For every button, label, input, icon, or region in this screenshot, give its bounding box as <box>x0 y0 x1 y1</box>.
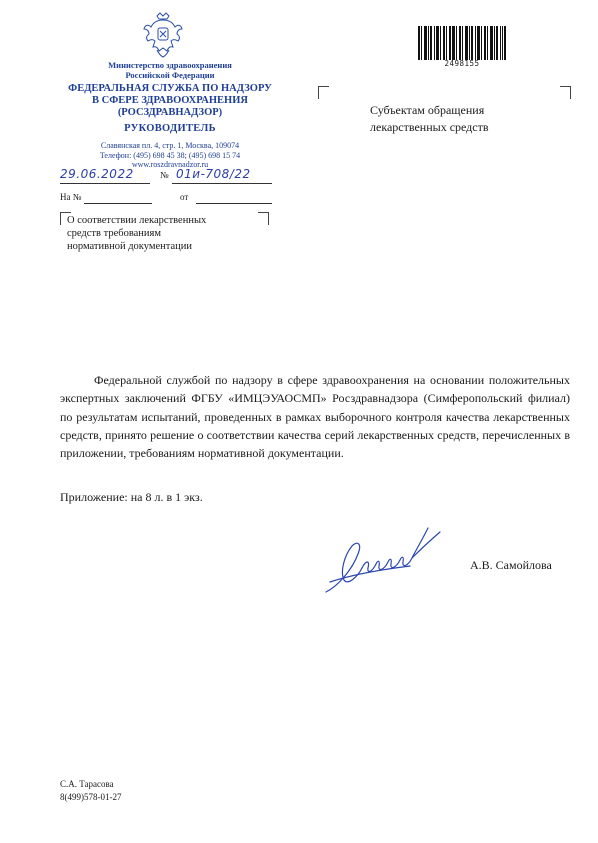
barcode <box>418 26 506 60</box>
from-label: от <box>180 192 189 202</box>
executor-phone: 8(499)578-01-27 <box>60 792 122 802</box>
subject <box>67 214 257 253</box>
number-label: № <box>160 170 169 180</box>
ministry-name <box>60 60 280 80</box>
ministry-line-1: Министерство здравоохранения <box>108 60 232 70</box>
agency-name <box>60 83 280 119</box>
executor <box>60 778 122 804</box>
barcode-number: 2498155 <box>444 59 480 68</box>
address-block <box>60 141 280 170</box>
agency-line-1: ФЕДЕРАЛЬНАЯ СЛУЖБА ПО НАДЗОРУ <box>68 83 272 94</box>
addressee <box>370 102 570 136</box>
attachment-note: Приложение: на 8 л. в 1 экз. <box>60 490 203 504</box>
subject-line-2: средств требованиям <box>67 228 162 239</box>
registration-number: 01и-708/22 <box>176 167 251 181</box>
website: www.roszdravnadzor.ru <box>131 160 209 169</box>
coat-of-arms-icon <box>143 12 183 58</box>
letter-body: Федеральной службой по надзору в сфере здравоохранения на основании положительных экспертных заключений ФГБУ «ИМЦЭУАОСМП» Росздравнадзора (Симферопольский филиал) по результатам испытаний, проведенных в рамках выборочного контроля качества лекарственных средств, принято решение о соответствии качества серий лекарственных средств, перечисленных в приложении, требованиям нормативной документации. <box>60 373 570 461</box>
role-title: РУКОВОДИТЕЛЬ <box>124 123 216 134</box>
agency-line-2: В СФЕРЕ ЗДРАВООХРАНЕНИЯ <box>92 95 248 106</box>
subject-line-1: О соответствии лекарственных <box>67 215 207 226</box>
signature <box>318 520 458 600</box>
signer-name: А.В. Самойлова <box>470 558 552 572</box>
ref-label: На № <box>60 192 82 202</box>
registration-date: 29.06.2022 <box>60 167 134 181</box>
addressee-line-2: лекарственных средств <box>370 120 489 134</box>
ministry-line-2: Российской Федерации <box>125 70 215 80</box>
phone: Телефон: (495) 698 45 38; (495) 698 15 74 <box>99 150 241 160</box>
agency-line-3: (РОСЗДРАВНАДЗОР) <box>117 107 223 118</box>
subject-line-3: нормативной документации <box>67 241 193 252</box>
executor-name: С.А. Тарасова <box>60 779 114 789</box>
addressee-line-1: Субъектам обращения <box>370 103 485 117</box>
address: Славянская пл. 4, стр. 1, Москва, 109074 <box>100 141 240 150</box>
